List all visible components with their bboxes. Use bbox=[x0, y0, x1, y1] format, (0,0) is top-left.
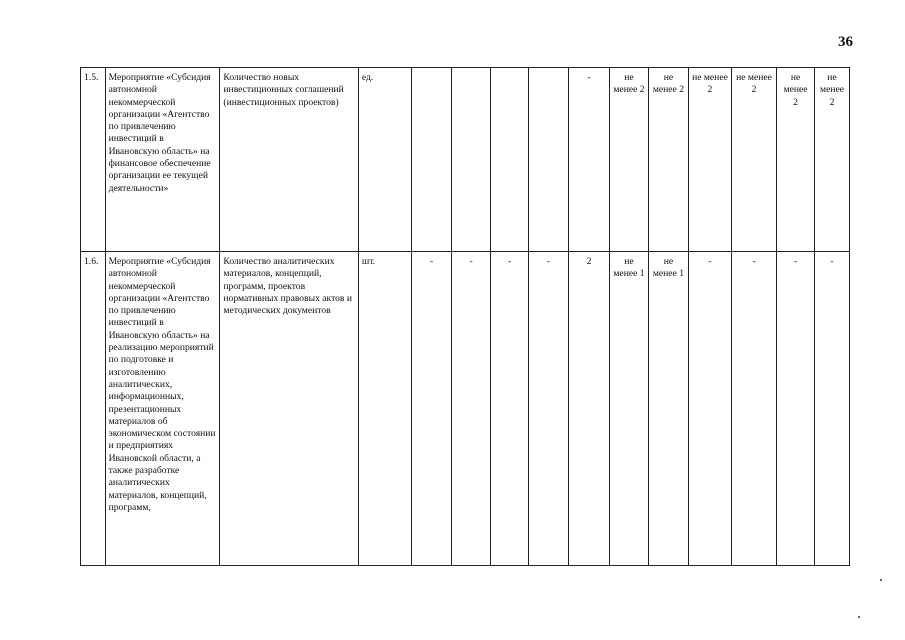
value-cell: не менее 2 bbox=[688, 68, 731, 252]
value-cell: - bbox=[412, 252, 452, 566]
unit-cell: ед. bbox=[358, 68, 411, 252]
scan-speck bbox=[858, 616, 860, 618]
event-name: Мероприятие «Субсидия автономной некоммерческой организации «Агентство по привлечению инвестиций в Ивановскую область» на реализацию мероприятий по подготовке и изготовлению аналитических, информационных, презентационных материалов об экономическом состоянии и предприятиях Ивановской области, а также разработке аналитических материалов, концепций, программ, bbox=[105, 252, 220, 566]
value-cell: - bbox=[688, 252, 731, 566]
unit-cell: шт. bbox=[358, 252, 411, 566]
event-name: Мероприятие «Субсидия автономной некоммерческой организации «Агентство по привлечению инвестиций в Ивановскую область» на финансовое обеспечение организации ее текущей деятельности» bbox=[105, 68, 220, 252]
value-cell: не менее 2 bbox=[731, 68, 776, 252]
value-cell: - bbox=[529, 252, 569, 566]
page-number: 36 bbox=[838, 34, 853, 50]
value-cell bbox=[412, 68, 452, 252]
indicator-name: Количество аналитических материалов, концепций, программ, проектов нормативных правовых актов и методических документов bbox=[220, 252, 358, 566]
value-cell: не менее 2 bbox=[609, 68, 648, 252]
value-cell: - bbox=[568, 68, 609, 252]
value-cell: - bbox=[731, 252, 776, 566]
value-cell: - bbox=[491, 252, 529, 566]
table-row bbox=[81, 68, 850, 252]
value-cell: - bbox=[815, 252, 850, 566]
indicator-name: Количество новых инвестиционных соглашений (инвестиционных проектов) bbox=[220, 68, 358, 252]
value-cell bbox=[529, 68, 569, 252]
value-cell: не менее 1 bbox=[609, 252, 648, 566]
scan-speck bbox=[880, 579, 882, 581]
value-cell: - bbox=[452, 252, 491, 566]
value-cell: не менее 2 bbox=[815, 68, 850, 252]
row-number: 1.6. bbox=[81, 252, 106, 566]
value-cell bbox=[452, 68, 491, 252]
row-number: 1.5. bbox=[81, 68, 106, 252]
value-cell: не менее 2 bbox=[777, 68, 815, 252]
value-cell: не менее 1 bbox=[648, 252, 688, 566]
value-cell: - bbox=[777, 252, 815, 566]
indicators-table bbox=[80, 67, 850, 566]
table-row bbox=[81, 252, 850, 566]
value-cell: не менее 2 bbox=[648, 68, 688, 252]
value-cell bbox=[491, 68, 529, 252]
value-cell: 2 bbox=[568, 252, 609, 566]
